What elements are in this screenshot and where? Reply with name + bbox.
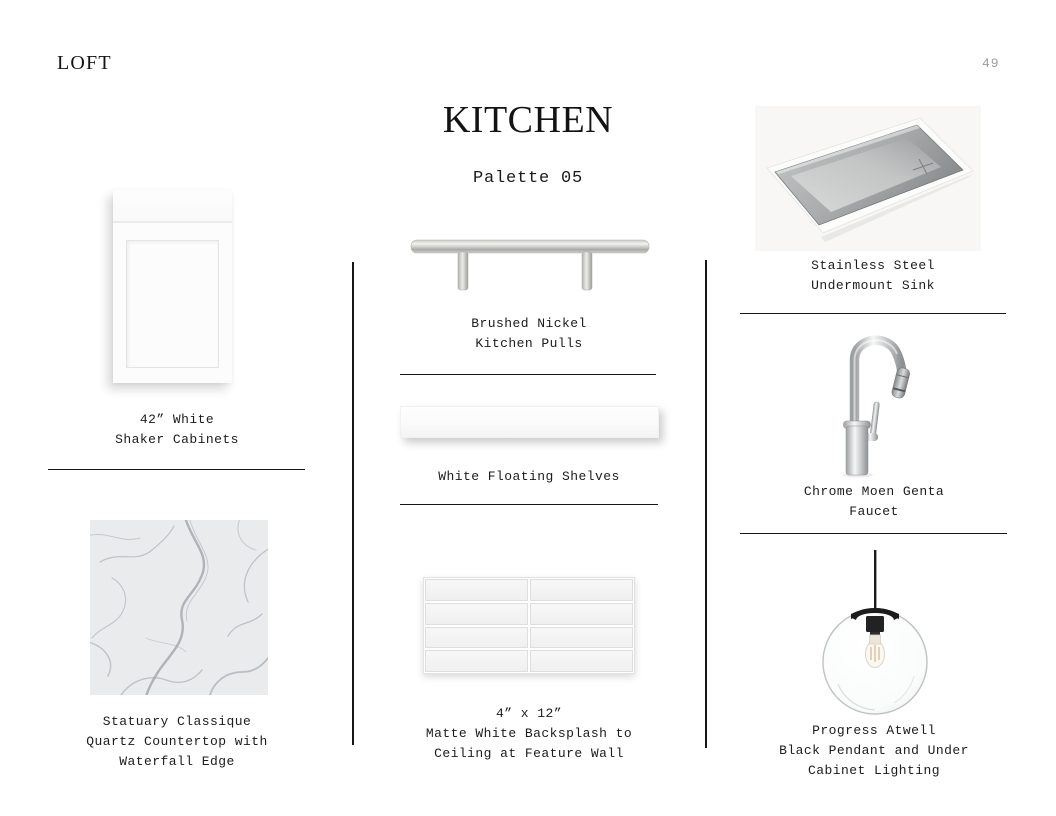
faucet-illustration <box>838 330 918 478</box>
caption-line: Black Pendant and Under <box>779 743 969 758</box>
caption-line: White Floating Shelves <box>438 469 620 484</box>
sink-illustration <box>755 106 981 251</box>
caption-sink <box>742 256 1004 296</box>
caption-line: Chrome Moen Genta <box>803 484 945 499</box>
caption-line: Faucet <box>849 504 899 519</box>
undermount-sink-image <box>755 106 981 251</box>
cabinet-door-panel <box>126 240 219 368</box>
caption-shaker-cabinets <box>46 410 308 450</box>
bar-pull-illustration <box>410 236 650 294</box>
caption-backsplash <box>398 704 660 764</box>
caption-line: Statuary Classique <box>102 714 252 729</box>
marble-swatch-illustration <box>90 520 268 695</box>
caption-line: Kitchen Pulls <box>475 336 583 351</box>
caption-line: Waterfall Edge <box>119 754 235 769</box>
caption-line: Stainless Steel <box>811 258 935 273</box>
cabinet-door <box>113 223 232 383</box>
cabinet-drawer-front <box>113 190 232 223</box>
caption-line: 42” White <box>139 412 215 427</box>
caption-line: Matte White Backsplash to <box>425 726 633 741</box>
caption-floating-shelves <box>398 467 660 487</box>
tile <box>425 650 528 672</box>
rule-mid-column-2 <box>400 504 658 505</box>
caption-line: Progress Atwell <box>812 723 936 738</box>
page-title: KITCHEN <box>442 99 614 141</box>
rule-right-column-2 <box>740 533 1007 534</box>
tile <box>425 627 528 649</box>
pendant-light-image <box>818 550 932 716</box>
caption-quartz-countertop <box>46 712 308 772</box>
caption-line: Shaker Cabinets <box>115 432 239 447</box>
faucet-image <box>838 330 918 478</box>
caption-kitchen-pulls <box>398 314 660 354</box>
backsplash-tile-image <box>423 577 635 674</box>
caption-line: 4” x 12” <box>495 706 562 721</box>
rule-mid-column-1 <box>400 374 656 375</box>
caption-pendant <box>743 721 1005 781</box>
page-number: 49 <box>982 56 1000 71</box>
rule-right-column-1 <box>740 313 1006 314</box>
quartz-countertop-image <box>90 520 268 695</box>
column-divider-right <box>705 260 707 748</box>
floating-shelf-image <box>400 406 659 438</box>
shaker-cabinet-image <box>113 190 232 383</box>
caption-line: Undermount Sink <box>811 278 935 293</box>
page-subtitle: Palette 05 <box>472 169 584 188</box>
tile <box>530 603 633 625</box>
caption-faucet <box>743 482 1005 522</box>
tile <box>425 579 528 601</box>
caption-line: Brushed Nickel <box>471 316 587 331</box>
tile <box>530 579 633 601</box>
caption-line: Quartz Countertop with <box>86 734 268 749</box>
caption-line: Cabinet Lighting <box>807 763 941 778</box>
kitchen-pull-image <box>410 236 650 294</box>
pendant-illustration <box>818 550 932 716</box>
caption-line: Ceiling at Feature Wall <box>434 746 624 761</box>
brand-logo: LOFT <box>57 52 112 74</box>
tile <box>530 627 633 649</box>
tile <box>530 650 633 672</box>
rule-left-column <box>48 469 305 470</box>
tile <box>425 603 528 625</box>
column-divider-left <box>352 262 354 745</box>
